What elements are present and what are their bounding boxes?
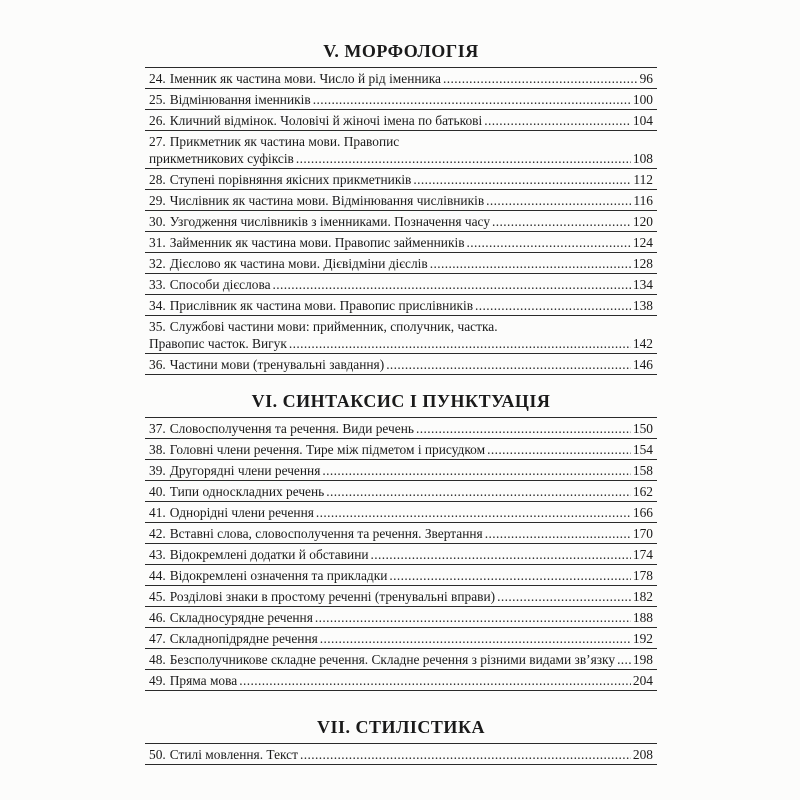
dot-leader [316,504,631,521]
toc-entry-number: 45. [149,589,166,604]
toc-entry-number: 49. [149,673,166,688]
toc-entry[interactable] [145,481,657,502]
dot-leader [239,672,631,689]
toc-entry-page-number: 124 [632,235,653,250]
toc-entry[interactable] [145,586,657,607]
toc-entry-title: Відокремлені додатки й обставини [169,547,369,562]
toc-entry-number: 34. [149,298,166,313]
toc-entry-number: 42. [149,526,166,541]
toc-entry-number: 44. [149,568,166,583]
toc-entry-number: 50. [149,747,166,762]
dot-leader [289,335,631,352]
dot-leader [416,420,631,437]
toc-entry[interactable] [145,295,657,316]
toc-entry-page-number: 116 [633,193,653,208]
toc-entry-lead-line [149,133,653,150]
toc-entry[interactable] [145,253,657,274]
toc-entry-page-number: 138 [632,298,653,313]
toc-entry-title-part: Прикметник як частина мови. Правопис [169,134,400,149]
toc-entry-page-number: 188 [632,610,653,625]
dot-leader [273,276,631,293]
toc-entry-page-number: 100 [632,92,653,107]
toc-entry-title: Розділові знаки в простому реченні (тренувальні вправи) [169,589,496,604]
toc-entry-number: 25. [149,92,166,107]
dot-leader [386,356,631,373]
toc-entry[interactable] [145,649,657,670]
dot-leader [315,609,631,626]
toc-entry[interactable] [145,744,657,765]
toc-entry-title: Словосполучення та речення. Види речень [169,421,414,436]
dot-leader [467,234,631,251]
toc-entry-page-number: 174 [632,547,653,562]
toc-entry-page-number: 146 [632,357,653,372]
toc-entry-number: 28. [149,172,166,187]
toc-entry-page-number: 178 [632,568,653,583]
toc-entry[interactable] [145,89,657,110]
toc-entry[interactable] [145,232,657,253]
toc-entry-number: 48. [149,652,166,667]
toc-entry[interactable] [145,439,657,460]
toc-entry[interactable] [145,190,657,211]
dot-leader [486,192,631,209]
toc-entry-number: 30. [149,214,166,229]
toc-entry-title: Пряма мова [169,673,238,688]
toc-entry-number: 41. [149,505,166,520]
toc-entry-title: Способи дієслова [169,277,271,292]
toc-entry-title: Частини мови (тренувальні завдання) [169,357,385,372]
toc-entry-title: Безсполучникове складне речення. Складне речення з різними видами зв’язку [169,652,616,667]
toc-entry-title: Дієслово як частина мови. Дієвідміни дієслів [169,256,428,271]
toc-entry-page-number: 192 [632,631,653,646]
toc-entry-title: Типи односкладних речень [169,484,325,499]
toc-entry-page-number: 112 [633,172,653,187]
toc-entry-page-number: 204 [632,673,653,688]
dot-leader [389,567,630,584]
toc-entry-number: 29. [149,193,166,208]
toc-entry-number: 38. [149,442,166,457]
dot-leader [443,70,638,87]
toc-entry[interactable] [145,607,657,628]
toc-entry-number: 27. [149,134,166,149]
toc-entry-title: Правопис часток. Вигук [149,336,287,351]
toc-entry[interactable] [145,670,657,691]
section-title: VI. СИНТАКСИС І ПУНКТУАЦІЯ [145,390,657,418]
dot-leader [497,588,631,605]
toc-entry-page-number: 108 [632,151,653,166]
toc-entry-title: Складнопідрядне речення [169,631,318,646]
dot-leader [413,171,631,188]
toc-entry-page-number: 208 [632,747,653,762]
dot-leader [485,525,631,542]
toc-entry-number: 36. [149,357,166,372]
dot-leader [430,255,631,272]
dot-leader [313,91,631,108]
toc-entry-title: Стилі мовлення. Текст [169,747,298,762]
toc-entry-page-number: 170 [632,526,653,541]
toc-entry[interactable] [145,460,657,481]
toc-entry-number: 26. [149,113,166,128]
toc-entry[interactable] [145,565,657,586]
toc-entry[interactable] [145,523,657,544]
toc-entry-title: Займенник як частина мови. Правопис займенників [169,235,465,250]
toc-entry-number: 40. [149,484,166,499]
toc-entry-title: Відокремлені означення та прикладки [169,568,388,583]
toc-entry-title: Узгодження числівників з іменниками. Позначення часу [169,214,491,229]
toc-entry-title: Відмінювання іменників [169,92,311,107]
toc-entry[interactable] [145,354,657,375]
toc-entry-page-number: 162 [632,484,653,499]
toc-entry[interactable] [145,110,657,131]
toc-entry-page-number: 166 [632,505,653,520]
section-syntax-punctuation [145,390,657,691]
dot-leader [371,546,631,563]
toc-entry-number: 39. [149,463,166,478]
toc-entry-number: 31. [149,235,166,250]
toc-entry-page-number: 182 [632,589,653,604]
dot-leader [492,213,631,230]
toc-entry[interactable] [145,502,657,523]
toc-entry[interactable] [145,544,657,565]
dot-leader [484,112,631,129]
toc-entry-number: 37. [149,421,166,436]
toc-entry-title: Числівник як частина мови. Відмінювання числівників [169,193,485,208]
toc-entry[interactable] [145,316,657,354]
toc-entry-page-number: 198 [632,652,653,667]
toc-entry-page-number: 142 [632,336,653,351]
toc-entry-title: Складносурядне речення [169,610,313,625]
dot-leader [296,150,631,167]
toc-entry-lead-line [149,318,653,335]
toc-entry-number: 47. [149,631,166,646]
toc-entry-page-number: 158 [632,463,653,478]
toc-entry-title: Прислівник як частина мови. Правопис прислівників [169,298,474,313]
section-title: V. МОРФОЛОГІЯ [145,40,657,68]
toc-entry[interactable] [145,418,657,439]
dot-leader [487,441,631,458]
dot-leader [322,462,631,479]
toc-entry-title: Однорідні члени речення [169,505,314,520]
toc-entry-title: Головні члени речення. Тире між підметом і присудком [169,442,486,457]
toc-entry-page-number: 150 [632,421,653,436]
toc-entry-number: 33. [149,277,166,292]
dot-leader [320,630,631,647]
dot-leader [617,651,631,668]
toc-entry-page-number: 120 [632,214,653,229]
toc-entry-title: Другорядні члени речення [169,463,321,478]
toc-entry-page-number: 104 [632,113,653,128]
dot-leader [326,483,631,500]
dot-leader [300,746,631,763]
toc-entry-title: Кличний відмінок. Чоловічі й жіночі імена по батькові [169,113,483,128]
section-stylistics [145,716,657,765]
dot-leader [475,297,631,314]
section-morphology [145,40,657,375]
toc-entry[interactable] [145,628,657,649]
toc-entry-page-number: 128 [632,256,653,271]
toc-entry-title: прикметникових суфіксів [149,151,294,166]
toc-entry-number: 43. [149,547,166,562]
toc-entry-page-number: 154 [632,442,653,457]
toc-entry-number: 24. [149,71,166,86]
toc-entry-number: 32. [149,256,166,271]
toc-entry-page-number: 96 [639,71,653,86]
toc-entry-number: 46. [149,610,166,625]
toc-entry-title-part: Службові частини мови: прийменник, сполучник, частка. [169,319,498,334]
toc-entry[interactable] [145,211,657,232]
toc-entry[interactable] [145,169,657,190]
toc-entry[interactable] [145,68,657,89]
toc-entry[interactable] [145,274,657,295]
toc-entry-number: 35. [149,319,166,334]
toc-entry-title: Вставні слова, словосполучення та речення. Звертання [169,526,483,541]
section-title: VII. СТИЛІСТИКА [145,716,657,744]
toc-entry-title: Ступені порівняння якісних прикметників [169,172,412,187]
toc-entry-page-number: 134 [632,277,653,292]
toc-entry-title: Іменник як частина мови. Число й рід іменника [169,71,441,86]
toc-entry[interactable] [145,131,657,169]
